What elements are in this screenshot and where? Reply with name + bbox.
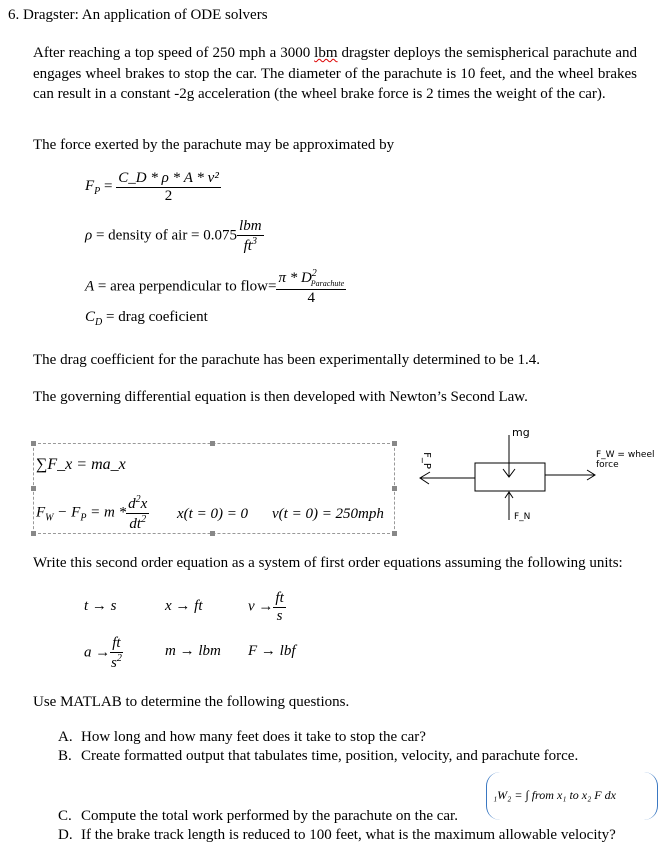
system-text: Write this second order equation as a system of first order equations assuming the following units:	[33, 555, 623, 571]
unit-m: m → lbm	[165, 643, 221, 659]
fp-arrow	[420, 472, 475, 484]
fn-arrow	[505, 492, 513, 520]
drag-coef-text: The drag coefficient for the parachute has been experimentally determined to be 1.4.	[33, 352, 541, 368]
governing-text: The governing differential equation is then developed with Newton’s Second Law.	[33, 389, 528, 405]
unit-v: v → $\frac{ft}{s}$	[248, 590, 284, 624]
free-body-diagram	[415, 425, 660, 535]
intro-text-2: dragster deploys the semispherical parachute and engages wheel brakes to stop the car. The diameter of the parachute is 10 feet, and the wheel brakes can result in a constant -2g acceleration (the wheel brake force is 2 times the weight of the car).	[33, 45, 637, 102]
work-equation: ₁W₂ = ∫ from x₁ to x₂ F dx	[493, 788, 616, 802]
fp-equation: $F_P$ = $\frac{\text{C\_D * ρ * A * v²}}{2}$	[85, 170, 219, 204]
car-box	[475, 463, 545, 491]
question-b: B. Create formatted output that tabulates time, position, velocity, and parachute force.	[58, 748, 579, 764]
fp-numerator: C_D * ρ * A * v²	[118, 170, 219, 186]
intro-text-1: After reaching a top speed of 250 mph a 3000	[33, 45, 315, 61]
area-equation: A = area perpendicular to flow= $\frac{\pi * D^2_{Parachute}}{4}$	[85, 268, 345, 306]
question-a: A. How long and how many feet does it take to stop the car?	[58, 729, 426, 745]
x0-condition: x(t = 0) = 0	[177, 506, 249, 522]
rho-equation: ρ = density of air = 0.075 $\frac{\text{lbm}}{ft^3}$	[85, 218, 262, 254]
fw-arrow	[545, 470, 595, 480]
intro-paragraph	[33, 43, 637, 105]
fp-label: F_P	[420, 452, 432, 469]
unit-a: a → $\frac{ft}{s^2}$	[84, 635, 122, 671]
unit-x: x → ft	[165, 598, 203, 614]
matlab-text: Use MATLAB to determine the following questions.	[33, 694, 350, 710]
unit-f: F → lbf	[248, 643, 296, 659]
intro-lbm: lbm	[314, 45, 338, 61]
mg-label: mg	[512, 426, 530, 439]
fw-label: F_W = wheel force	[596, 450, 655, 470]
v0-condition: v(t = 0) = 250mph	[272, 506, 384, 522]
question-d: D. If the brake track length is reduced to 100 feet, what is the maximum allowable velocity?	[58, 827, 616, 843]
force-intro: The force exerted by the parachute may be approximated by	[33, 137, 395, 153]
question-c: C. Compute the total work performed by the parachute on the car.	[58, 808, 458, 824]
work-equation-bracket	[486, 772, 658, 820]
unit-t: t → s	[84, 598, 117, 614]
problem-heading: 6. Dragster: An application of ODE solvers	[8, 7, 268, 23]
sum-forces-equation: ∑F_x = ma_x	[36, 456, 126, 473]
equation-box[interactable]	[33, 443, 395, 534]
cd-equation: $C_D$ = drag coeficient	[85, 309, 208, 328]
mg-arrow	[503, 435, 515, 477]
fn-label: F_N	[514, 512, 531, 522]
newton-equation: $F_W - F_P = m$ * $\frac{d^2x}{dt^2}$	[36, 494, 148, 532]
